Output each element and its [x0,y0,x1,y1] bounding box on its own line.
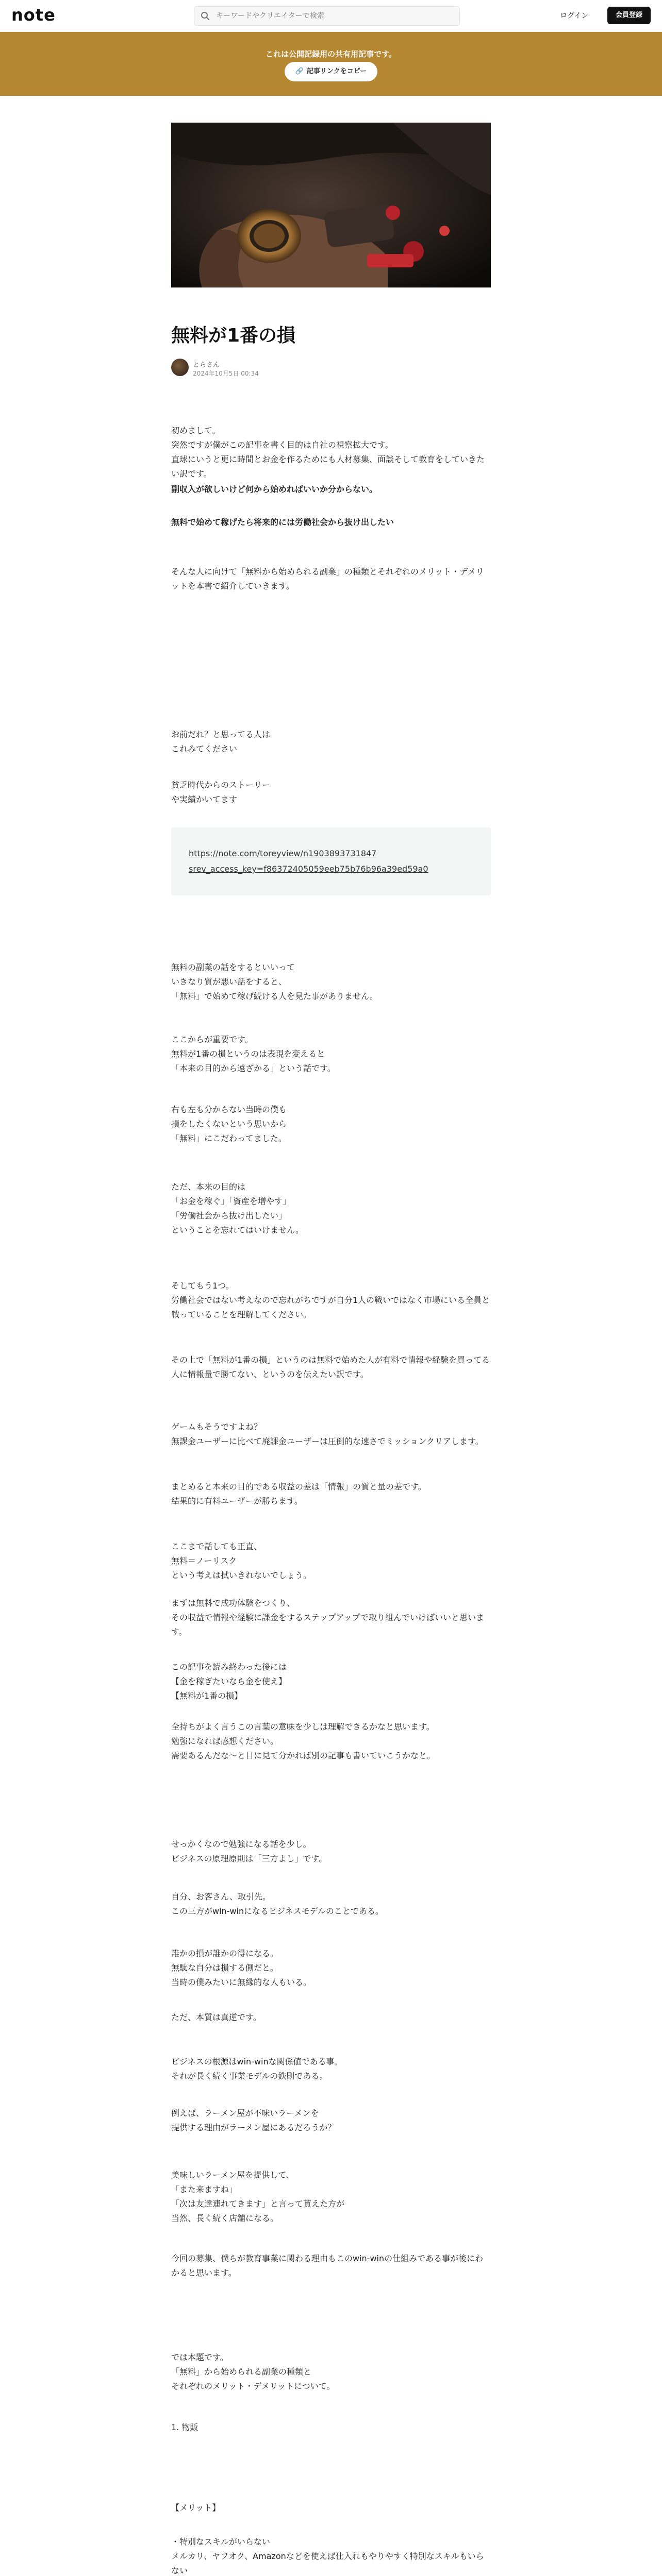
paragraph-line: 「無料」にこだわってました。 [171,1133,287,1143]
paragraph-line: 【金を稼ぎたいなら金を使え】 [171,1676,287,1686]
login-link[interactable]: ログイン [560,12,589,20]
article-paragraph [171,960,491,1004]
paragraph-line: という考えは拭いきれないでしょう。 [171,1570,312,1580]
paragraph-line: 損をしたくないという思いから [171,1119,287,1129]
paragraph-line: 無課金ユーザーに比べて廃課金ユーザーは圧倒的な速さでミッションクリアします。 [171,1436,484,1446]
paragraph-line: まとめると本来の目的である収益の差は「情報」の質と量の差です。 [171,1482,426,1492]
article-paragraph [171,1720,491,1763]
article-paragraph [171,1946,491,1990]
paragraph-line: 無料の副業の話をするといいって [171,962,295,972]
search-box[interactable] [194,6,460,26]
paragraph-line: それぞれのメリット・デメリットについて。 [171,2381,335,2391]
paragraph-line: 全持ちがよく言うこの言葉の意味を少しは理解できるかなと思います。 [171,1722,435,1732]
article-paragraph [171,515,491,530]
paragraph-line: 突然ですが僕がこの記事を書く目的は自社の視察拡大です。 [171,440,393,450]
paragraph-line: そしてもう1つ。 [171,1281,234,1291]
hero-image [171,123,491,287]
paragraph-line: 「無料」で始めて稼げ続ける人を見た事がありません。 [171,991,378,1001]
paragraph-line: 「また来ますね」 [171,2184,238,2194]
article-paragraph [171,778,491,807]
paragraph-line: 結果的に有料ユーザーが勝ちます。 [171,1496,303,1506]
embedded-link-box[interactable] [171,827,491,895]
author-avatar[interactable] [171,359,189,376]
paragraph-line: 当然、長く続く店舗になる。 [171,2213,279,2223]
paragraph-line: 労働社会ではない考えなので忘れがちですが自分1人の戦いではなく市場にいる全員と戦っていることを理解してください。 [171,1295,490,1319]
article-paragraph [171,2501,491,2515]
article-paragraph [171,1480,491,1509]
banner-message: これは公開記録用の共有用記事です。 [266,49,396,59]
paragraph-line: せっかくなので勉強になる話を少し。 [171,1839,311,1849]
signup-button[interactable]: 会員登録 [607,7,651,24]
paragraph-line: 1. 物販 [171,2422,198,2432]
top-navigation-bar [0,0,662,32]
paragraph-line: メルカリ、ヤフオク、Amazonなどを使えば仕入れもやりやすく特別なスキルもいらない [171,2551,484,2575]
paragraph-line: その収益で情報や経験に課金をするステップアップで取り組んでいけばいいと思います。 [171,1613,485,1637]
paragraph-line: 直球にいうと更に時間とお金を作るためにも人材募集、面談そして教育をしていきたい訳です。 [171,454,485,479]
copy-link-button[interactable] [285,62,377,81]
search-input[interactable] [215,7,452,25]
article-paragraph [171,727,491,756]
article-paragraph [171,2055,491,2083]
paragraph-line: ビジネスの根源はwin-winな関係値である事。 [171,2057,343,2066]
paragraph-line: や実績かいてます [171,794,238,804]
paragraph-line: 【メリット】 [171,2503,221,2513]
copy-link-label: 記事リンクをコピー [306,67,367,75]
paragraph-line: 無料が1番の損というのは表現を変えると [171,1049,325,1059]
article-paragraph [171,2350,491,2394]
paragraph-line: では本題です。 [171,2352,228,2362]
paragraph-line: 右も左も分からない当時の僕も [171,1105,287,1114]
paragraph-line: そんな人に向けて「無料から始められる副業」の種類とそれぞれのメリット・デメリットを本書で紹介していきます。 [171,567,484,591]
paragraph-line: 「労働社会から抜け出したい」 [171,1211,287,1221]
author-name[interactable]: とらさん [193,361,220,369]
article-paragraph [171,1353,491,1382]
paragraph-line: これみてください [171,744,238,754]
paragraph-line: ここまで話しても正直、 [171,1541,262,1551]
hero-illustration [171,123,491,287]
paragraph-line: 初めまして。 [171,426,221,435]
paragraph-line: ここからが重要です。 [171,1035,253,1044]
article-paragraph [171,1279,491,1322]
link-icon: 🔗 [295,67,304,75]
paragraph-line: 【無料が1番の損】 [171,1691,243,1701]
paragraph-line: 美味しいラーメン屋を提供して、 [171,2170,294,2180]
article-paragraph [171,1420,491,1449]
article-paragraph [171,565,491,594]
paragraph-line: 「無料」から始められる副業の種類と [171,2367,312,2377]
paragraph-line: 誰かの損が誰かの得になる。 [171,1948,279,1958]
link-line: https://note.com/toreyview/n1903893731847 [189,849,377,858]
article-paragraph [171,1660,491,1703]
paragraph-line: それが長く続く事業モデルの鉄則である。 [171,2071,328,2081]
paragraph-line: 無駄な自分は損する側だと。 [171,1963,279,1973]
paragraph-line: 勉強になれば感想ください。 [171,1736,279,1746]
paragraph-line: 貧乏時代からのストーリー [171,780,271,790]
search-icon [201,11,210,21]
paragraph-line: 提供する理由がラーメン屋にあるだろうか？ [171,2123,336,2132]
article-paragraph [171,1890,491,1919]
article-paragraph [171,1837,491,1866]
paragraph-line: まずは無料で成功体験をつくり、 [171,1598,295,1608]
article-paragraph [171,1180,491,1238]
paragraph-line: 無料で始めて稼げたら将来的には労働社会から抜け出したい [171,517,394,527]
article-paragraph [171,1103,491,1146]
paragraph-line: ビジネスの原理原則は「三方よし」です。 [171,1854,327,1863]
paragraph-line: 例えば、ラーメン屋が不味いラーメンを [171,2108,319,2118]
article-paragraph [171,2251,491,2280]
paragraph-line: いきなり質が悪い話をすると、 [171,977,287,987]
paragraph-line: ・特別なスキルがいらない [171,2537,270,2547]
article-title: 無料が1番の損 [171,325,296,346]
paragraph-line: この三方がwin-winになるビジネスモデルのことである。 [171,1906,384,1916]
share-notice-banner [0,32,662,96]
article-paragraph [171,482,491,497]
paragraph-line: お前だれ？と思ってる人は [171,730,271,739]
paragraph-line: 需要あるんだな〜と目に見て分かれば別の記事も書いていこうかなと。 [171,1751,436,1760]
paragraph-line: 「お金を稼ぐ」「資産を増やす」 [171,1196,291,1206]
paragraph-line: 副収入が欲しいけど何から始めればいいか分からない。 [171,484,378,494]
publish-date: 2024年10月5日 00:34 [193,370,259,377]
link-line: srev_access_key=f86372405059eeb75b76b96a39ed59a0 [189,864,428,874]
paragraph-line: 今回の募集、僕らが教育事業に関わる理由もこのwin-winの仕組みである事が後にわかると思います。 [171,2253,484,2278]
paragraph-line: 当時の僕みたいに無縁的な人もいる。 [171,1977,312,1987]
article-paragraph [171,1596,491,1639]
paragraph-line: 無料＝ノーリスク [171,1556,237,1566]
embedded-link[interactable] [189,846,477,877]
article-paragraph [171,2010,491,2025]
article-paragraph [171,2106,491,2135]
paragraph-line: ということを忘れてはいけません。 [171,1225,304,1235]
article-paragraph [171,2420,491,2435]
paragraph-line: ただ、本来の目的は [171,1182,246,1192]
paragraph-line: その上で「無料が1番の損」というのは無料で始めた人が有料で情報や経験を買ってる人に情報量で勝てない、というのを伝えたい訳です。 [171,1355,490,1379]
paragraph-line: 「本来の目的から遠ざかる」という話です。 [171,1063,336,1073]
article-paragraph [171,1539,491,1583]
article-paragraph [171,423,491,481]
article-paragraph [171,1032,491,1076]
paragraph-line: ただ、本質は真逆です。 [171,2012,261,2022]
paragraph-line: 「次は友達連れてきます」と言って貰えた方が [171,2199,345,2209]
article-paragraph [171,2168,491,2226]
paragraph-line: この記事を読み終わった後には [171,1662,287,1672]
paragraph-line: 自分、お客さん、取引先。 [171,1892,271,1902]
article-paragraph [171,2535,491,2576]
paragraph-line: ゲームもそうですよね？ [171,1422,262,1432]
note-logo[interactable]: note [11,5,56,25]
